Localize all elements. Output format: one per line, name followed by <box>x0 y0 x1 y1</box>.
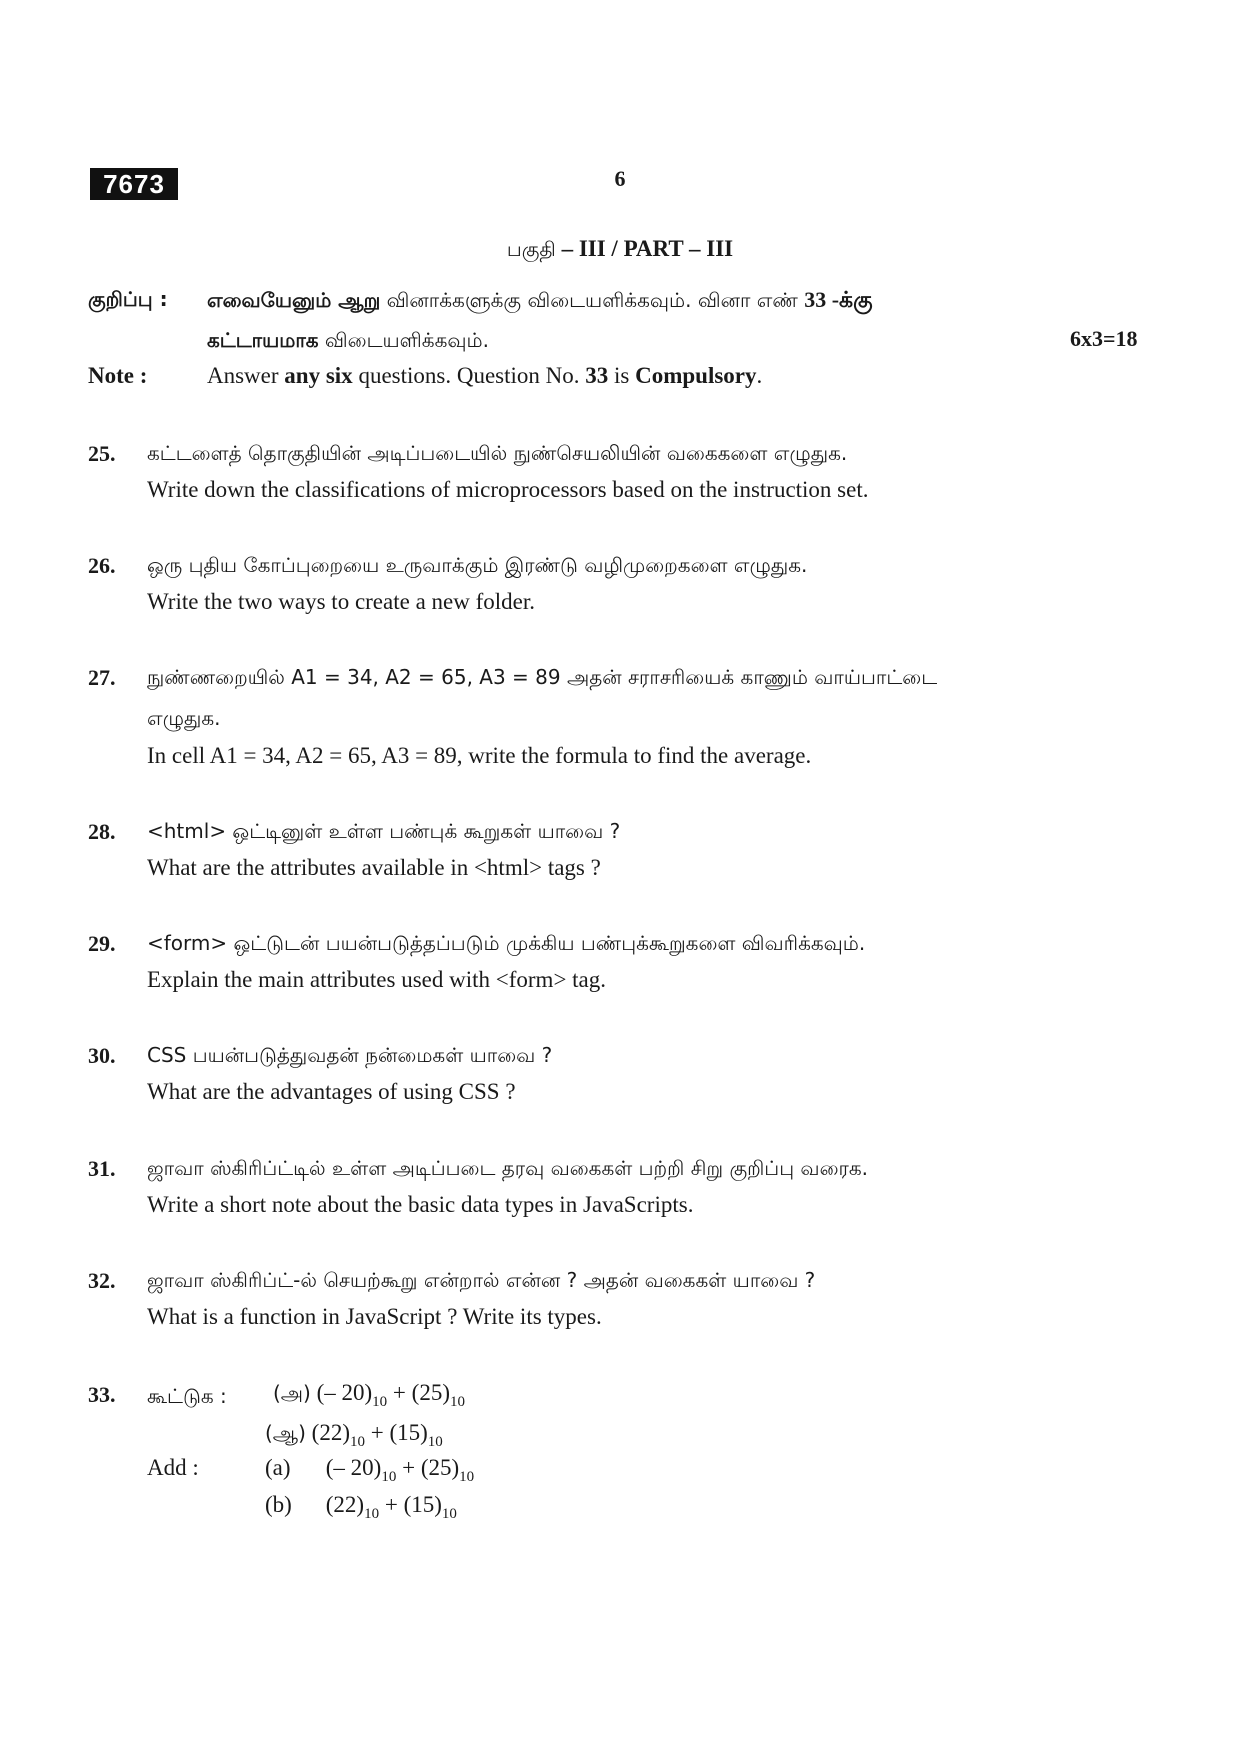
question-tamil: கட்டளைத் தொகுதியின் அடிப்படையில் நுண்செயலியின் வகைகளை எழுதுக. <box>147 441 848 465</box>
question-number: 33. <box>88 1382 116 1407</box>
question-number: 32. <box>88 1268 116 1293</box>
instruction-label-tamil: குறிப்பு : <box>88 287 168 311</box>
question-number: 30. <box>88 1043 116 1068</box>
page-number: 6 <box>614 166 626 191</box>
question-number: 25. <box>88 441 116 466</box>
addition-item: (a) (– $20)_{10} + (25)_{10}$ <box>265 1455 475 1485</box>
part-title-english: – III / PART – III <box>561 236 734 261</box>
question-number: 31. <box>88 1156 116 1181</box>
paper-code: 7673 <box>90 168 178 200</box>
part-title-tamil: பகுதி <box>506 237 556 261</box>
question-english: In cell A1 = 34, A2 = 65, A3 = 89, write the formula to find the average. <box>147 743 812 768</box>
question-tamil: CSS பயன்படுத்துவதன் நன்மைகள் யாவை ? <box>147 1043 553 1067</box>
question-tamil: நுண்ணறையில் A1 = 34, A2 = 65, A3 = 89 அதன் சராசரியைக் காணும் வாய்பாட்டை <box>147 665 938 689</box>
add-label-english: Add : <box>147 1455 199 1480</box>
addition-item: (அ) (– $20)_{10} + (25)_{10}$ <box>273 1380 465 1410</box>
question-tamil-continued: எழுதுக. <box>147 706 221 730</box>
question-number: 29. <box>88 931 116 956</box>
note-label: Note : <box>88 363 148 388</box>
question-english: Explain the main attributes used with <form> tag. <box>147 967 607 992</box>
question-english: Write a short note about the basic data types in JavaScripts. <box>147 1192 694 1217</box>
question-number: 28. <box>88 819 116 844</box>
question-english: What are the advantages of using CSS ? <box>147 1079 516 1104</box>
part-title <box>0 236 1240 264</box>
addition-item: (b) $(22)_{10} + (15)_{10}$ <box>265 1492 457 1522</box>
question-tamil: ஜாவா ஸ்கிரிப்ட்டில் உள்ள அடிப்படை தரவு வகைகள் பற்றி சிறு குறிப்பு வரைக. <box>147 1156 868 1180</box>
add-label-tamil: கூட்டுக : <box>147 1384 227 1408</box>
question-tamil: <html> ஒட்டினுள் உள்ள பண்புக் கூறுகள் யாவை ? <box>147 819 621 843</box>
question-number: 26. <box>88 553 116 578</box>
note-text: Answer any six questions. Question No. 33 is Compulsory. <box>207 363 763 388</box>
question-tamil: <form> ஒட்டுடன் பயன்படுத்தப்படும் முக்கிய பண்புக்கூறுகளை விவரிக்கவும். <box>147 931 866 955</box>
addition-item: (ஆ) $(22)_{10} + (15)_{10}$ <box>265 1420 443 1450</box>
question-english: Write down the classifications of microprocessors based on the instruction set. <box>147 477 869 502</box>
question-english: Write the two ways to create a new folder. <box>147 589 536 614</box>
question-tamil: ஜாவா ஸ்கிரிப்ட்-ல் செயற்கூறு என்றால் என்ன ? அதன் வகைகள் யாவை ? <box>147 1268 816 1292</box>
marks-allocation: 6x3=18 <box>1070 326 1138 351</box>
question-english: What is a function in JavaScript ? Write its types. <box>147 1304 602 1329</box>
instruction-line-2: கட்டாயமாக விடையளிக்கவும். <box>207 328 489 352</box>
instruction-line-1: எவையேனும் ஆறு வினாக்களுக்கு விடையளிக்கவும். வினா எண் 33 -க்கு <box>207 287 873 312</box>
question-number: 27. <box>88 665 116 690</box>
question-english: What are the attributes available in <html> tags ? <box>147 855 601 880</box>
question-tamil: ஒரு புதிய கோப்புறையை உருவாக்கும் இரண்டு வழிமுறைகளை எழுதுக. <box>147 553 808 577</box>
